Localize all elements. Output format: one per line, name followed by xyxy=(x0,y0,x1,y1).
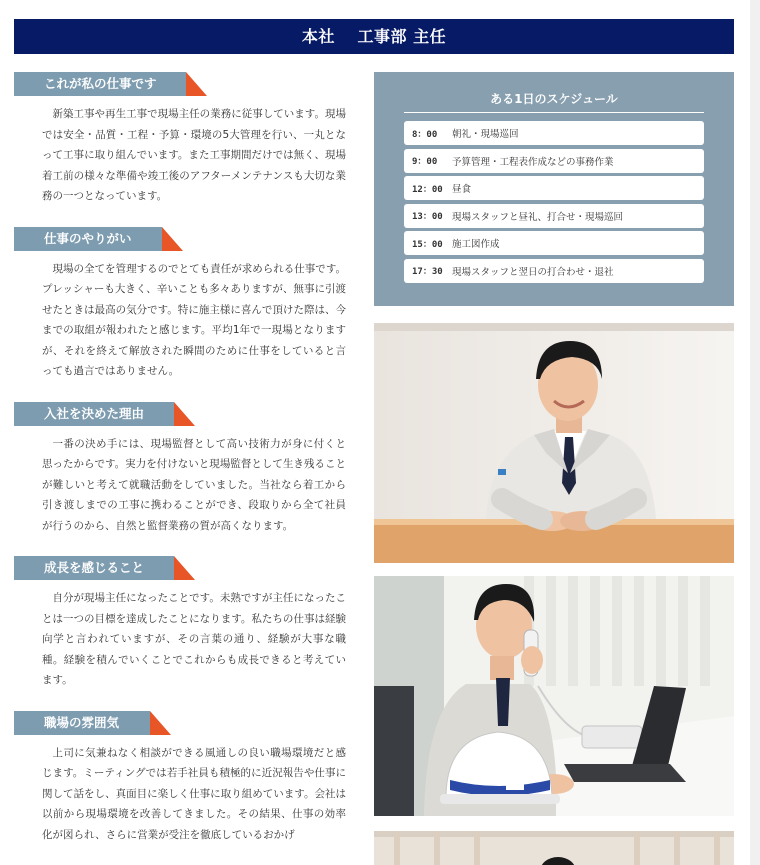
heading-triangle xyxy=(162,227,183,251)
schedule-task: 予算管理・工程表作成などの事務作業 xyxy=(452,156,614,168)
schedule-row xyxy=(404,176,704,200)
schedule-task: 現場スタッフと翌日の打合わせ・退社 xyxy=(452,266,614,278)
schedule-task: 昼食 xyxy=(452,184,472,195)
section-heading xyxy=(14,227,162,251)
section-heading-text: 入社を決めた理由 xyxy=(44,405,145,421)
section-atmosphere xyxy=(14,711,354,846)
schedule-row xyxy=(404,149,704,173)
portrait-illustration xyxy=(374,323,734,563)
staff-photo-portrait xyxy=(374,323,734,563)
page-title: 本社 工事部 主任 xyxy=(14,19,734,54)
section-body: 自分が現場主任になったことです。未熟ですが主任になったことは一つの目標を達成したことになります。私たちの仕事は経験向学と言われていますが、その言葉の通り、経験が大事な職種。経験を積んでいくことでこれからも成長できると考えています。 xyxy=(42,592,346,686)
schedule-row xyxy=(404,231,704,255)
section-heading-text: 仕事のやりがい xyxy=(44,230,132,246)
schedule-time: 17：30 xyxy=(412,267,443,277)
side-column xyxy=(374,72,734,865)
section-heading xyxy=(14,711,150,735)
interview-column xyxy=(14,72,354,865)
staff-photo-bottom xyxy=(374,831,734,865)
page-scrollbar[interactable] xyxy=(750,0,760,865)
section-rewarding xyxy=(14,227,354,382)
schedule-title: ある1日のスケジュール xyxy=(404,90,704,113)
schedule-row xyxy=(404,259,704,283)
section-growth xyxy=(14,556,354,691)
section-heading-text: 成長を感じること xyxy=(44,560,145,575)
schedule-time: 15：00 xyxy=(412,239,443,250)
section-my-job xyxy=(14,72,354,207)
section-heading xyxy=(14,402,174,426)
office-illustration xyxy=(374,576,734,816)
schedule-row xyxy=(404,121,704,145)
schedule-time: 12：00 xyxy=(412,184,443,195)
section-heading-text: これが私の仕事です xyxy=(44,76,157,91)
schedule-time: 9：00 xyxy=(412,157,438,167)
heading-triangle xyxy=(174,402,195,426)
schedule-task: 現場スタッフと昼礼、打合せ・現場巡回 xyxy=(452,211,624,223)
daily-schedule xyxy=(374,72,734,306)
bottom-illustration xyxy=(374,831,734,865)
heading-triangle xyxy=(150,711,171,735)
section-body: 一番の決め手には、現場監督として高い技術力が身に付くと思ったからです。実力を付けないと現場監督として生き残ることが難しいと考えて就職活動をしていました。当社なら着工から引き渡しまでの工事に携わることができ、段取りから全て社員が行うのから、自然と監督業務の質が高くなります。 xyxy=(42,437,346,532)
section-body: 現場の全てを管理するのでとても責任が求められる仕事です。プレッシャーも大きく、辛いことも多々ありますが、無事に引渡せたときは最高の気分です。特に施主様に喜んで頂けた際は、今までの取組が報われたと感じます。平均1年で一現場となりますが、それを終えて解放された瞬間のために仕事をしていると言っても過言ではありません。 xyxy=(42,262,346,377)
section-reason xyxy=(14,402,354,537)
schedule-task: 施工図作成 xyxy=(452,239,500,250)
section-heading-text: 職場の雰囲気 xyxy=(44,714,120,730)
schedule-time: 13：00 xyxy=(412,212,443,222)
staff-photo-office xyxy=(374,576,734,816)
heading-triangle xyxy=(174,556,195,580)
heading-triangle xyxy=(186,72,207,96)
section-body: 上司に気兼ねなく相談ができる風通しの良い職場環境だと感じます。ミーティングでは若手社員も積極的に近況報告や仕事に関して話をし、真面目に楽しく仕事に取り組めています。会社は以前から現場環境を改善してきました。その結果、仕事の効率化が図られ、さらに営業が受注を徹底しているおかげ xyxy=(42,746,346,841)
schedule-task: 朝礼・現場巡回 xyxy=(452,129,519,140)
schedule-time: 8：00 xyxy=(412,129,438,140)
section-heading xyxy=(14,556,174,580)
section-heading xyxy=(14,72,186,96)
section-body: 新築工事や再生工事で現場主任の業務に従事しています。現場では安全・品質・工程・予算・環境の5大管理を行い、一丸となって工事に取り組んでいます。また工事期間だけでは無く、現場着工前の様々な準備や竣工後のアフターメンテナンスも大切な業務の一つとなっています。 xyxy=(42,108,346,202)
schedule-row xyxy=(404,204,704,228)
